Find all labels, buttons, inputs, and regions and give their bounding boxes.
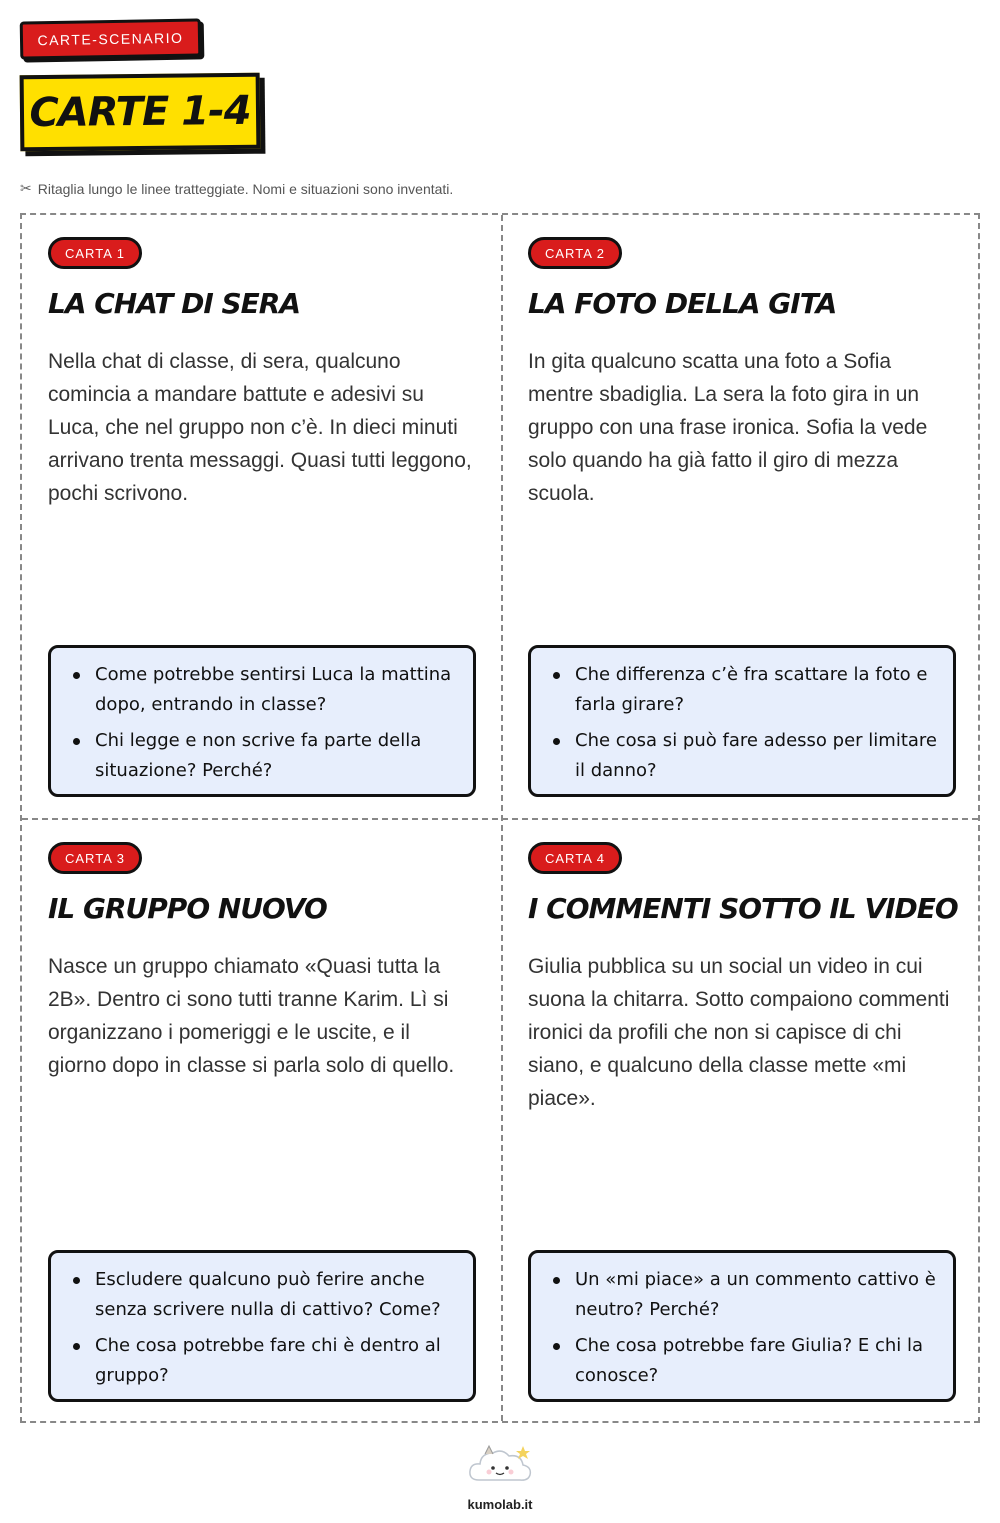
card-questions xyxy=(48,645,476,797)
card-badge: CARTA 1 xyxy=(48,237,142,269)
card-questions xyxy=(528,1250,956,1402)
category-tag: CARTE-SCENARIO xyxy=(20,18,202,59)
scissors-icon: ✂ xyxy=(20,180,32,196)
question-item: Come potrebbe sentirsi Luca la mattina dopo, entrando in classe? xyxy=(71,660,459,720)
footer xyxy=(0,1440,1000,1512)
card-title: I COMMENTI SOTTO IL VIDEO xyxy=(528,892,958,925)
cards-grid xyxy=(20,213,980,1423)
scenario-card-4 xyxy=(502,820,982,1425)
site-url: kumolab.it xyxy=(467,1497,533,1512)
question-item: Chi legge e non scrive fa parte della situazione? Perché? xyxy=(71,726,459,786)
card-body: Nella chat di classe, di sera, qualcuno comincia a mandare battute e adesivi su Luca, che nel gruppo non c’è. In dieci minuti arrivano trenta messaggi. Quasi tutti leggono, pochi scrivono. xyxy=(48,350,472,505)
card-title: IL GRUPPO NUOVO xyxy=(48,892,327,925)
card-body: In gita qualcuno scatta una foto a Sofia mentre sbadiglia. La sera la foto gira in un gruppo con una frase ironica. Sofia la vede solo quando ha già fatto il giro di mezza scuola. xyxy=(528,350,928,505)
card-questions xyxy=(528,645,956,797)
question-item: Che cosa potrebbe fare chi è dentro al gruppo? xyxy=(71,1331,459,1391)
question-item: Che cosa potrebbe fare Giulia? E chi la conosce? xyxy=(551,1331,939,1391)
page-title: CARTE 1-4 xyxy=(29,87,251,137)
scenario-card-1 xyxy=(22,215,502,820)
card-badge: CARTA 3 xyxy=(48,842,142,874)
card-body: Giulia pubblica su un social un video in cui suona la chitarra. Sotto compaiono commenti ironici da profili che non si capisce di chi siano, e qualcuno della classe mette «mi piace». xyxy=(528,955,950,1110)
card-badge: CARTA 4 xyxy=(528,842,622,874)
card-questions xyxy=(48,1250,476,1402)
cut-instructions xyxy=(20,180,453,197)
card-badge: CARTA 2 xyxy=(528,237,622,269)
card-title: LA CHAT DI SERA xyxy=(48,287,301,320)
question-item: Escludere qualcuno può ferire anche senza scrivere nulla di cattivo? Come? xyxy=(71,1265,459,1325)
question-item: Un «mi piace» a un commento cattivo è neutro? Perché? xyxy=(551,1265,939,1325)
card-title: LA FOTO DELLA GITA xyxy=(528,287,837,320)
cloud-mascot-icon xyxy=(465,1440,535,1490)
cut-instructions-text: Ritaglia lungo le linee tratteggiate. Nomi e situazioni sono inventati. xyxy=(37,180,454,197)
question-item: Che differenza c’è fra scattare la foto e farla girare? xyxy=(551,660,939,720)
scenario-card-3 xyxy=(22,820,502,1425)
scenario-card-2 xyxy=(502,215,982,820)
question-item: Che cosa si può fare adesso per limitare il danno? xyxy=(551,726,939,786)
card-body: Nasce un gruppo chiamato «Quasi tutta la 2B». Dentro ci sono tutti tranne Karim. Lì si organizzano i pomeriggi e le uscite, e il giorno dopo in classe si parla solo di quello. xyxy=(48,955,455,1077)
page-title-box xyxy=(20,73,261,152)
